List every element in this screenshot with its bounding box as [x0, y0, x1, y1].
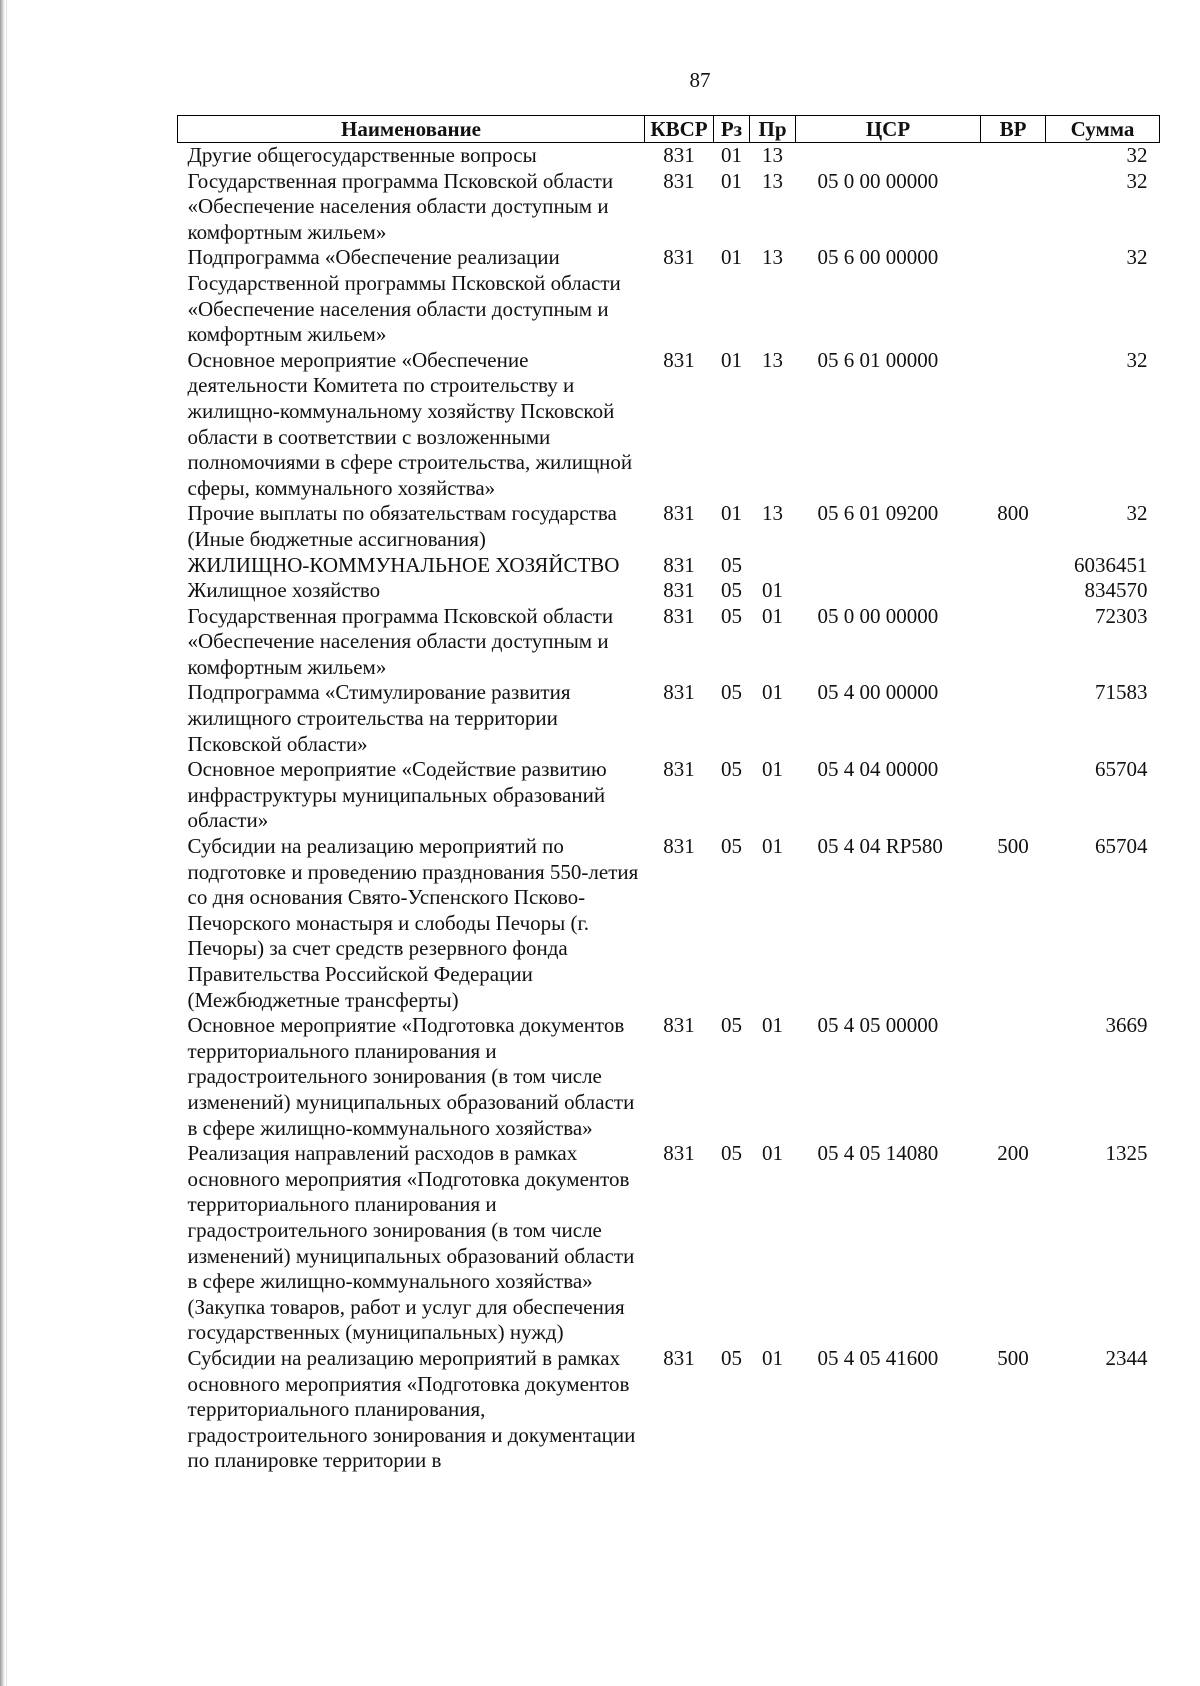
cell-sum: 2344 — [1105, 1345, 1148, 1370]
table-header-row — [178, 116, 1160, 143]
cell-pr: 01 — [762, 578, 783, 603]
header-sum: Сумма — [1046, 116, 1160, 143]
cell-rz: 05 — [721, 1345, 742, 1370]
cell-vr — [981, 578, 1046, 604]
cell-csr: 05 0 00 00000 — [817, 168, 939, 193]
cell-pr — [750, 553, 796, 579]
cell-pr: 01 — [762, 757, 783, 782]
cell-kvsr: 831 — [663, 347, 695, 372]
cell-name: Субсидии на реализацию мероприятий по подготовке и проведению празднования 550-летия со дня основания Свято-Успенского Псково-Печорского монастыря и слободы Печоры (г. Печоры) за счет средств резервного фонда Правительства Российской Федерации (Межбюджетные трансферты) — [187, 834, 639, 1012]
header-kvsr: КВСР — [645, 116, 714, 143]
cell-csr — [796, 143, 981, 169]
budget-table — [177, 115, 1160, 1474]
cell-sum: 6036451 — [1074, 552, 1148, 577]
cell-rz: 05 — [721, 757, 742, 782]
cell-rz: 05 — [721, 1013, 742, 1038]
cell-vr — [981, 245, 1046, 347]
cell-pr: 01 — [762, 834, 783, 859]
cell-kvsr: 831 — [663, 245, 695, 270]
table-body — [178, 143, 1160, 1474]
cell-sum: 834570 — [1084, 578, 1148, 603]
cell-sum: 32 — [1126, 245, 1148, 270]
cell-name: Государственная программа Псковской области «Обеспечение населения области доступным и комфортным жильем» — [187, 603, 614, 679]
cell-name: ЖИЛИЩНО-КОММУНАЛЬНОЕ ХОЗЯЙСТВО — [187, 552, 620, 577]
cell-csr: 05 4 04 00000 — [817, 757, 939, 782]
cell-kvsr: 831 — [663, 552, 695, 577]
cell-csr — [796, 578, 981, 604]
cell-pr: 01 — [762, 1141, 783, 1166]
cell-kvsr: 831 — [663, 603, 695, 628]
cell-name: Субсидии на реализацию мероприятий в рамках основного мероприятия «Подготовка документов территориального планирования, градостроительного зонирования и документации по планировке территории в — [187, 1345, 636, 1473]
cell-vr: 200 — [997, 1141, 1029, 1166]
table-row — [178, 680, 1160, 757]
cell-csr: 05 4 05 14080 — [817, 1141, 939, 1166]
header-csr: ЦСР — [796, 116, 981, 143]
cell-pr: 01 — [762, 603, 783, 628]
cell-pr: 01 — [762, 680, 783, 705]
table-row — [178, 757, 1160, 834]
cell-kvsr: 831 — [663, 757, 695, 782]
table-row — [178, 1141, 1160, 1346]
cell-csr: 05 4 05 00000 — [817, 1013, 939, 1038]
table-row — [178, 348, 1160, 502]
cell-csr: 05 4 00 00000 — [817, 680, 939, 705]
cell-sum: 32 — [1126, 143, 1148, 167]
cell-name: Подпрограмма «Стимулирование развития жилищного строительства на территории Псковской области» — [187, 680, 571, 756]
cell-name: Основное мероприятие «Подготовка документов территориального планирования и градостроительного зонирования (в том числе изменений) муниципальных образований области в сфере жилищно-коммунального хозяйства» — [187, 1013, 635, 1140]
cell-rz: 05 — [721, 680, 742, 705]
cell-kvsr: 831 — [663, 1013, 695, 1038]
cell-sum: 72303 — [1095, 603, 1148, 628]
cell-pr: 13 — [762, 245, 783, 270]
cell-vr — [981, 169, 1046, 246]
cell-kvsr: 831 — [663, 680, 695, 705]
cell-pr: 01 — [762, 1013, 783, 1038]
cell-csr: 05 0 00 00000 — [817, 603, 939, 628]
cell-pr: 01 — [762, 1345, 783, 1370]
cell-rz: 01 — [721, 168, 742, 193]
cell-kvsr: 831 — [663, 168, 695, 193]
cell-name: Жилищное хозяйство — [187, 578, 381, 603]
cell-rz: 01 — [721, 245, 742, 270]
cell-sum: 1325 — [1105, 1141, 1148, 1166]
cell-sum: 71583 — [1095, 680, 1148, 705]
cell-sum: 65704 — [1095, 834, 1148, 859]
header-name: Наименование — [178, 116, 645, 143]
table-row — [178, 143, 1160, 169]
cell-vr — [981, 1013, 1046, 1141]
cell-rz: 01 — [721, 143, 742, 167]
cell-sum: 3669 — [1105, 1013, 1148, 1038]
header-vr: ВР — [981, 116, 1046, 143]
cell-csr — [796, 553, 981, 579]
cell-name: Прочие выплаты по обязательствам государства (Иные бюджетные ассигнования) — [187, 501, 617, 551]
table-row — [178, 553, 1160, 579]
cell-sum: 32 — [1126, 347, 1148, 372]
cell-vr — [981, 604, 1046, 681]
cell-rz: 05 — [721, 578, 742, 603]
cell-name: Реализация направлений расходов в рамках основного мероприятия «Подготовка документов территориального планирования и градостроительного зонирования (в том числе изменений) муниципальных образований области в сфере жилищно-коммунального хозяйства» (Закупка товаров, работ и услуг для обеспечения государственных (муниципальных) нужд) — [187, 1141, 635, 1345]
table-row — [178, 1013, 1160, 1141]
cell-rz: 05 — [721, 834, 742, 859]
cell-csr: 05 4 04 RP580 — [817, 834, 943, 859]
cell-rz: 01 — [721, 501, 742, 526]
scan-edge-line — [6, 0, 7, 1686]
cell-rz: 05 — [721, 603, 742, 628]
scan-edge — [0, 0, 5, 1686]
cell-vr: 800 — [997, 501, 1029, 526]
cell-vr — [981, 757, 1046, 834]
cell-kvsr: 831 — [663, 1345, 695, 1370]
cell-pr: 13 — [762, 143, 783, 167]
cell-kvsr: 831 — [663, 834, 695, 859]
cell-name: Другие общегосударственные вопросы — [187, 143, 537, 167]
table-row — [178, 604, 1160, 681]
cell-vr — [981, 680, 1046, 757]
cell-vr — [981, 143, 1046, 169]
table-row — [178, 578, 1160, 604]
cell-name: Основное мероприятие «Содействие развитию инфраструктуры муниципальных образований области» — [187, 757, 607, 833]
cell-vr: 500 — [997, 1345, 1029, 1370]
cell-csr: 05 6 01 00000 — [817, 347, 939, 372]
cell-kvsr: 831 — [663, 143, 695, 167]
table-row — [178, 169, 1160, 246]
cell-name: Государственная программа Псковской области «Обеспечение населения области доступным и комфортным жильем» — [187, 168, 614, 244]
cell-csr: 05 6 01 09200 — [817, 501, 939, 526]
cell-rz: 01 — [721, 347, 742, 372]
cell-kvsr: 831 — [663, 578, 695, 603]
cell-sum: 32 — [1126, 168, 1148, 193]
cell-kvsr: 831 — [663, 501, 695, 526]
header-rz: Рз — [714, 116, 750, 143]
cell-sum: 32 — [1126, 501, 1148, 526]
cell-pr: 13 — [762, 168, 783, 193]
table-row — [178, 1346, 1160, 1474]
cell-sum: 65704 — [1095, 757, 1148, 782]
cell-vr: 500 — [997, 834, 1029, 859]
cell-csr: 05 4 05 41600 — [817, 1345, 939, 1370]
cell-pr: 13 — [762, 347, 783, 372]
cell-rz: 05 — [721, 552, 742, 577]
cell-name: Основное мероприятие «Обеспечение деятельности Комитета по строительству и жилищно-коммунальному хозяйству Псковской области в соответствии с возложенными полномочиями в сфере строительства, жилищной сферы, коммунального хозяйства» — [187, 347, 633, 500]
cell-kvsr: 831 — [663, 1141, 695, 1166]
cell-vr — [981, 348, 1046, 502]
cell-csr: 05 6 00 00000 — [817, 245, 939, 270]
page-number: 87 — [689, 68, 711, 92]
cell-pr: 13 — [762, 501, 783, 526]
cell-name: Подпрограмма «Обеспечение реализации Государственной программы Псковской области «Обеспечение населения области доступным и комфортным жильем» — [187, 245, 621, 347]
cell-rz: 05 — [721, 1141, 742, 1166]
cell-vr — [981, 553, 1046, 579]
table-row — [178, 834, 1160, 1013]
header-pr: Пр — [750, 116, 796, 143]
table-row — [178, 501, 1160, 552]
table-row — [178, 245, 1160, 347]
